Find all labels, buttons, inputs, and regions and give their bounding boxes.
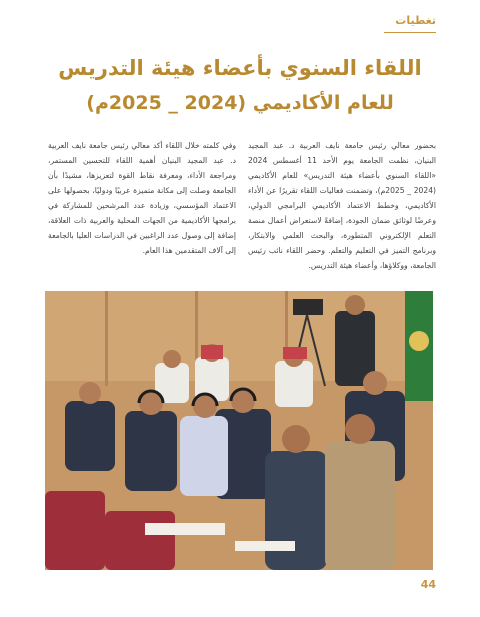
section-rule — [384, 32, 436, 33]
article-title-line-1: اللقاء السنوي بأعضاء هيئة التدريس — [58, 56, 422, 80]
page-number: 44 — [420, 578, 436, 591]
section-label: تغطيات — [395, 14, 436, 27]
event-photo — [45, 291, 433, 570]
article-title-line-2: للعام الأكاديمي (2024 _ 2025م) — [86, 92, 394, 114]
body-column-left: وفي كلمته خلال اللقاء أكد معالي رئيس جامعة نايف العربية د. عبد المجيد البنيان أهمية اللقاء للتحسين المستمر، ومراجعة الأداء، ومعرفة نقاط القوة لتعزيزها، مشيدًا بأن الجامعة وصلت إلى مكانة متميزة عربيًا ودوليًا، بحصولها على الاعتماد المؤسسي، وزيادة عدد المرشحين للمشاركة في برامجها الأكاديمية من الجهات المحلية والعربية ذات العلاقة، إضافة إلى وصول عدد الراغبين في الدراسات العليا بالجامعة إلى آلاف المتقدمين هذا العام. — [48, 141, 236, 255]
body-column-right: بحضور معالي رئيس جامعة نايف العربية د. عبد المجيد البنيان، نظمت الجامعة يوم الأحد 11 أغسطس 2024 «اللقاء السنوي بأعضاء هيئة التدريس» للعام الأكاديمي (2024 _ 2025م)، وتضمنت فعاليات اللقاء تقريرًا عن الأداء الأكاديمي، وخطط الاعتماد الأكاديمي البرامجي الدولي، وعرضًا لوثائق ضمان الجودة، إضافةً لاستعراض أعمال منصة التعلم الإلكتروني المتطورة، والبحث العلمي والابتكار، وبرنامج التميز في التعليم والتعلم. وحضر اللقاء نائب رئيس الجامعة، ووكلاؤها، وأعضاء هيئة التدريس. — [248, 141, 436, 270]
